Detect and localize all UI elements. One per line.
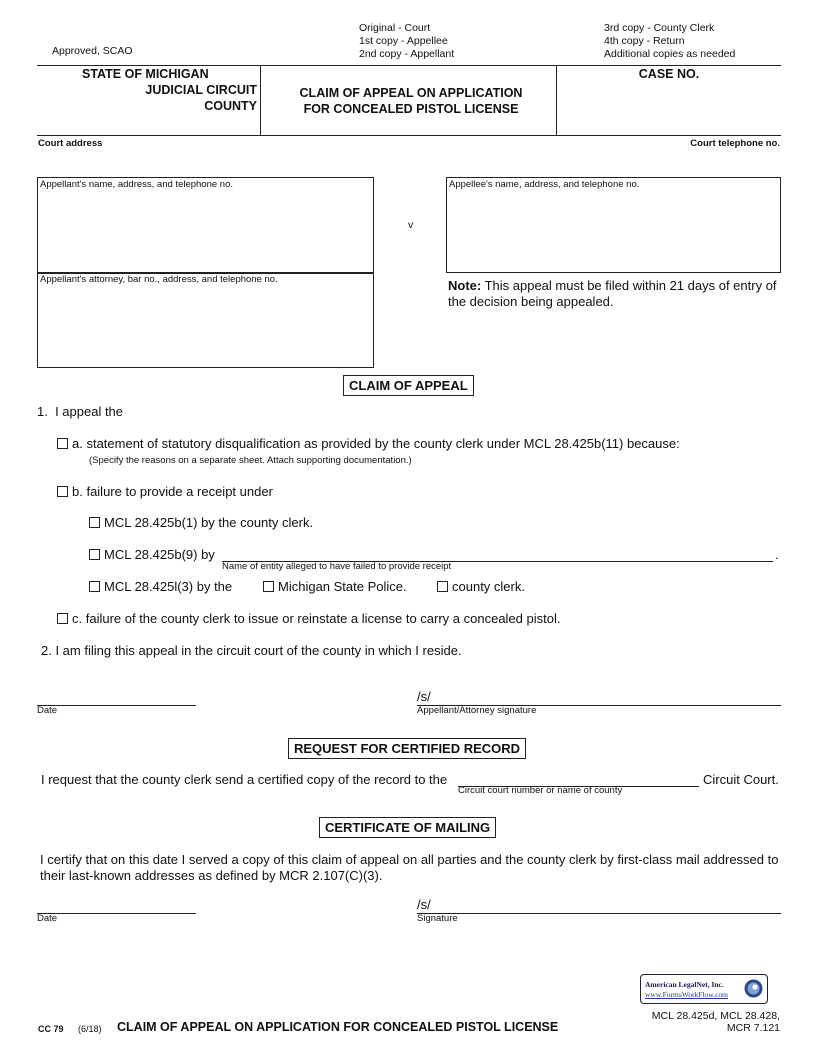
logo-line: www.FormsWorkFlow.com xyxy=(645,990,729,999)
option-b2-period: . xyxy=(775,547,779,562)
signature-label: Signature xyxy=(417,913,458,924)
mailing-heading: CERTIFICATE OF MAILING xyxy=(319,817,496,838)
form-title-line: CLAIM OF APPEAL ON APPLICATION xyxy=(299,86,523,100)
option-b-text: b. failure to provide a receipt under xyxy=(72,484,273,499)
sig-prefix: /s/ xyxy=(417,689,431,704)
court-phone-label: Court telephone no. xyxy=(690,138,780,149)
county-label: COUNTY xyxy=(204,99,257,113)
entity-name-caption: Name of entity alleged to have failed to provide receipt xyxy=(222,561,452,572)
checkbox-county-clerk[interactable] xyxy=(437,581,448,592)
attorney-label: Appellant's attorney, bar no., address, and telephone no. xyxy=(40,274,278,285)
option-b3-text: MCL 28.425l(3) by the xyxy=(104,579,233,594)
legalnet-logo[interactable] xyxy=(640,974,768,1004)
date-field[interactable] xyxy=(37,705,196,706)
date-label: Date xyxy=(37,705,58,716)
note-bold: Note: xyxy=(448,278,482,293)
claim-heading: CLAIM OF APPEAL xyxy=(343,375,474,396)
option-a-text: a. statement of statutory disqualification as provided by the county clerk under MCL 28.425b(11) because: xyxy=(72,436,680,451)
divider xyxy=(37,135,781,136)
court-address-label: Court address xyxy=(38,138,103,149)
item-2-text: 2. I am filing this appeal in the circuit court of the county in which I reside. xyxy=(41,643,462,658)
statute-line: MCL 28.425d, MCL 28.428, xyxy=(651,1010,780,1022)
approved-text: Approved, SCAO xyxy=(52,45,133,57)
checkbox-a[interactable] xyxy=(57,438,68,449)
divider xyxy=(260,65,261,136)
sig-prefix: /s/ xyxy=(417,897,431,912)
appellant-label: Appellant's name, address, and telephone no. xyxy=(40,179,234,190)
checkbox-b[interactable] xyxy=(57,486,68,497)
signature-label: Appellant/Attorney signature xyxy=(417,705,537,716)
statute-line: MCR 7.121 xyxy=(726,1022,780,1034)
copy-line: 3rd copy - County Clerk xyxy=(604,22,715,34)
option-msp-text: Michigan State Police. xyxy=(278,579,407,594)
copy-line: Original - Court xyxy=(359,22,431,34)
copy-line: 4th copy - Return xyxy=(604,35,685,47)
footer-title: CLAIM OF APPEAL ON APPLICATION FOR CONCEALED PISTOL LICENSE xyxy=(117,1020,559,1034)
versus-text: v xyxy=(408,219,414,231)
item-1-text: 1. I appeal the xyxy=(37,404,124,419)
checkbox-c[interactable] xyxy=(57,613,68,624)
checkbox-b3[interactable] xyxy=(89,581,100,592)
attorney-field[interactable] xyxy=(37,272,374,368)
date-field[interactable] xyxy=(37,913,196,914)
date-label: Date xyxy=(37,913,58,924)
case-no-label: CASE NO. xyxy=(638,67,700,81)
option-a-instructions: (Specify the reasons on a separate sheet. Attach supporting documentation.) xyxy=(89,455,412,466)
request-suffix: Circuit Court. xyxy=(703,772,779,787)
option-b1-text: MCL 28.425b(1) by the county clerk. xyxy=(104,515,314,530)
divider xyxy=(37,65,781,66)
copy-line: 2nd copy - Appellant xyxy=(359,48,455,60)
checkbox-b2[interactable] xyxy=(89,549,100,560)
revision-date: (6/18) xyxy=(78,1024,102,1034)
copies-distribution-left xyxy=(359,22,454,61)
form-title-line: FOR CONCEALED PISTOL LICENSE xyxy=(303,102,519,116)
state-label: STATE OF MICHIGAN xyxy=(82,67,209,81)
note-text xyxy=(448,278,784,310)
checkbox-b1[interactable] xyxy=(89,517,100,528)
appellee-field[interactable] xyxy=(446,177,781,273)
note-body: This appeal must be filed within 21 days of entry of the decision being appealed. xyxy=(448,278,777,309)
copies-distribution-right xyxy=(604,22,735,61)
globe-icon xyxy=(743,978,764,999)
option-b2-text: MCL 28.425b(9) by xyxy=(104,547,215,562)
circuit-court-caption: Circuit court number or name of county xyxy=(458,785,623,796)
mailing-text: I certify that on this date I served a copy of this claim of appeal on all parties and the county clerk by first-class mail addressed to their last-known addresses as defined by MCR 2.107(C)(3). xyxy=(40,852,779,883)
appellee-label: Appellee's name, address, and telephone no. xyxy=(449,179,640,190)
option-c-text: c. failure of the county clerk to issue or reinstate a license to carry a concealed pistol. xyxy=(72,611,561,626)
circuit-label: JUDICIAL CIRCUIT xyxy=(145,83,257,97)
request-heading: REQUEST FOR CERTIFIED RECORD xyxy=(288,738,526,759)
appellant-field[interactable] xyxy=(37,177,374,274)
statutory-references xyxy=(620,1010,780,1034)
option-county-clerk-text: county clerk. xyxy=(452,579,525,594)
logo-line: American LegalNet, Inc. xyxy=(645,980,724,989)
form-title xyxy=(262,85,560,117)
request-text: I request that the county clerk send a certified copy of the record to the xyxy=(41,772,448,787)
copy-line: Additional copies as needed xyxy=(604,48,736,60)
checkbox-michigan-state-police[interactable] xyxy=(263,581,274,592)
form-number: CC 79 xyxy=(38,1024,64,1034)
copy-line: 1st copy - Appellee xyxy=(359,35,448,47)
signature-field[interactable] xyxy=(417,913,781,914)
